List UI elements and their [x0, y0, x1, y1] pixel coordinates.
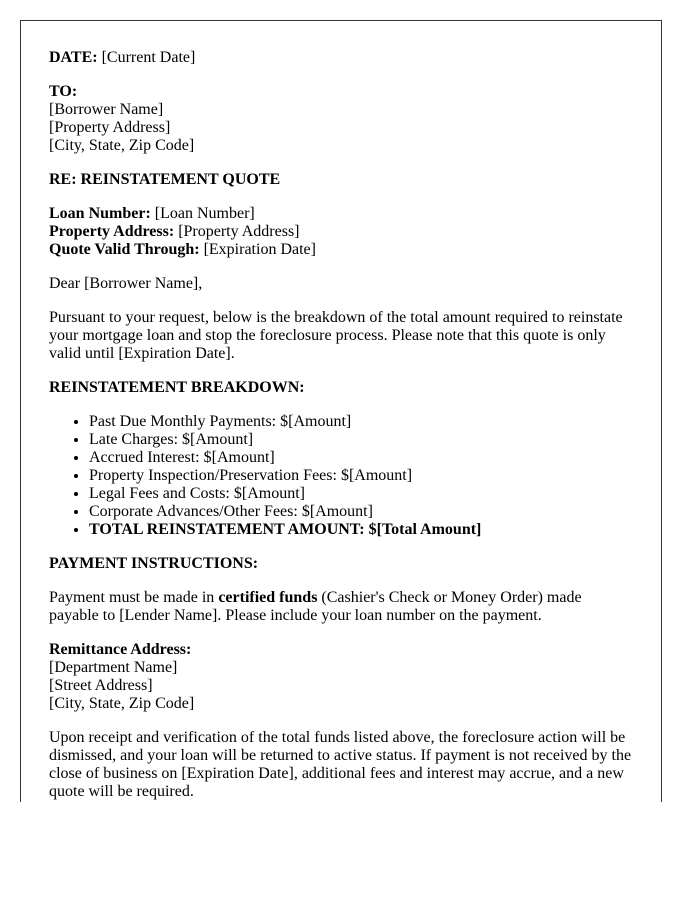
breakdown-item-inspection-fees: • Property Inspection/Preservation Fees: $[Amount]	[89, 467, 633, 485]
breakdown-item-total: • TOTAL REINSTATEMENT AMOUNT: $[Total Amount]	[89, 521, 633, 539]
loan-number-label: Loan Number:	[49, 205, 151, 222]
reinstatement-letter	[20, 20, 662, 802]
recipient-city-state-zip: [City, State, Zip Code]	[49, 137, 195, 154]
date-label: DATE:	[49, 49, 98, 66]
date-value: [Current Date]	[101, 49, 196, 66]
remittance-department: [Department Name]	[49, 659, 178, 676]
payment-heading-text: PAYMENT INSTRUCTIONS:	[49, 555, 259, 572]
property-address-line	[49, 223, 633, 241]
breakdown-heading-text: REINSTATEMENT BREAKDOWN:	[49, 379, 305, 396]
recipient-label: TO:	[49, 83, 78, 100]
payment-heading	[49, 555, 633, 573]
payment-paragraph	[49, 589, 633, 625]
loan-number-value: [Loan Number]	[154, 205, 255, 222]
remittance-label: Remittance Address:	[49, 641, 192, 658]
property-address-label: Property Address:	[49, 223, 175, 240]
quote-valid-through-label: Quote Valid Through:	[49, 241, 200, 258]
breakdown-heading	[49, 379, 633, 397]
salutation: Dear [Borrower Name],	[49, 275, 203, 292]
recipient-block	[49, 83, 633, 155]
breakdown-list	[49, 413, 633, 539]
payment-text-after: (Cashier's Check or Money Order) made payable to [Lender Name]. Please include your loan number on the payment.	[49, 589, 582, 624]
loan-number-line	[49, 205, 633, 223]
recipient-address: [Property Address]	[49, 119, 171, 136]
intro-paragraph: Pursuant to your request, below is the breakdown of the total amount required to reinstate your mortgage loan and stop the foreclosure process. Please note that this quote is only valid until [Expiration Date].	[49, 309, 623, 362]
quote-valid-through-line	[49, 241, 633, 259]
remittance-street: [Street Address]	[49, 677, 153, 694]
breakdown-item-late-charges: • Late Charges: $[Amount]	[89, 431, 633, 449]
date-line	[49, 49, 633, 67]
closing-paragraph: Upon receipt and verification of the total funds listed above, the foreclosure action will be dismissed, and your loan will be returned to active status. If payment is not received by the close of business on [Expiration Date], additional fees and interest may accrue, and a new quote will be required.	[49, 729, 632, 800]
breakdown-item-past-due: • Past Due Monthly Payments: $[Amount]	[89, 413, 633, 431]
subject-line	[49, 171, 633, 189]
certified-funds-emphasis: certified funds	[218, 589, 318, 606]
breakdown-item-accrued-interest: • Accrued Interest: $[Amount]	[89, 449, 633, 467]
subject-text: RE: REINSTATEMENT QUOTE	[49, 171, 281, 188]
property-address-value: [Property Address]	[178, 223, 300, 240]
breakdown-item-corporate-advances: • Corporate Advances/Other Fees: $[Amount]	[89, 503, 633, 521]
recipient-name: [Borrower Name]	[49, 101, 164, 118]
breakdown-item-legal-fees: • Legal Fees and Costs: $[Amount]	[89, 485, 633, 503]
quote-valid-through-value: [Expiration Date]	[203, 241, 316, 258]
remittance-block	[49, 641, 633, 713]
loan-details	[49, 205, 633, 259]
remittance-city-state-zip: [City, State, Zip Code]	[49, 695, 195, 712]
payment-text-before: Payment must be made in	[49, 589, 219, 606]
